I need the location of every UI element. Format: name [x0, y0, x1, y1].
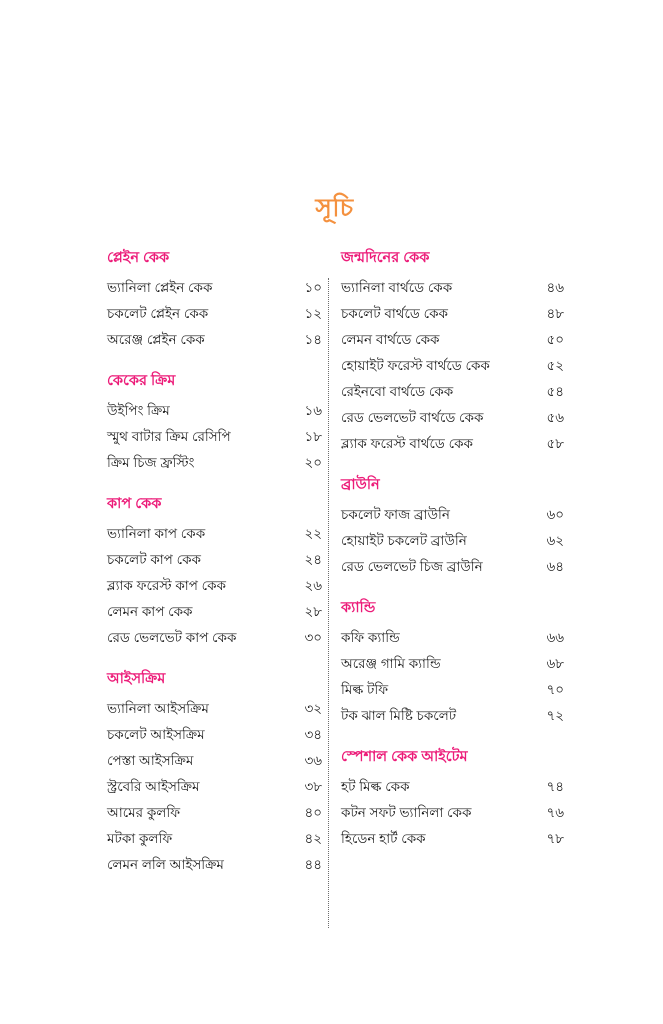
toc-entry[interactable] [107, 722, 322, 748]
toc-entry-page-number: ১৪ [304, 332, 322, 347]
toc-section [341, 747, 564, 852]
toc-entry-title: অরেঞ্জ প্লেইন কেক [107, 332, 205, 347]
toc-entry[interactable] [107, 599, 322, 625]
toc-section [341, 248, 564, 457]
toc-entry-title: রেড ভেলভেট বার্থডে কেক [341, 410, 484, 425]
toc-entry-title: ভ্যানিলা আইসক্রিম [107, 701, 209, 716]
toc-entry-page-number: ৪০ [304, 805, 322, 820]
section-heading: কেকের ক্রিম [107, 373, 176, 389]
toc-section [107, 371, 322, 476]
toc-entry[interactable] [107, 774, 322, 800]
toc-entry[interactable] [341, 528, 564, 554]
toc-entry-title: চকলেট ফাজ ব্রাউনি [341, 507, 450, 522]
toc-entry-page-number: ৬৪ [546, 559, 564, 574]
toc-entry[interactable] [341, 502, 564, 528]
toc-entry-page-number: ১৬ [304, 403, 322, 418]
toc-entry-page-number: ৭৬ [546, 805, 564, 820]
toc-entry-title: টক ঝাল মিষ্টি চকলেট [341, 708, 457, 723]
toc-entry[interactable] [341, 651, 564, 677]
toc-entry[interactable] [107, 275, 322, 301]
toc-entry-title: লেমন বার্থডে কেক [341, 332, 440, 347]
toc-entry-page-number: ৩৬ [304, 753, 322, 768]
toc-section [107, 669, 322, 878]
toc-entry[interactable] [341, 800, 564, 826]
toc-column-right [341, 248, 564, 852]
toc-entry[interactable] [107, 826, 322, 852]
toc-entry-title: স্মুথ বাটার ক্রিম রেসিপি [107, 429, 231, 444]
toc-entry[interactable] [107, 625, 322, 651]
toc-entry-title: হোয়াইট চকলেট ব্রাউনি [341, 533, 467, 548]
toc-entry-page-number: ২৬ [304, 578, 322, 593]
toc-entry-page-number: ৫৪ [546, 384, 564, 399]
toc-entry[interactable] [341, 431, 564, 457]
toc-entry[interactable] [341, 677, 564, 703]
toc-entry-page-number: ৫০ [546, 332, 564, 347]
toc-entry-page-number: ৫২ [546, 358, 564, 373]
toc-entry-title: চকলেট প্লেইন কেক [107, 306, 209, 321]
toc-entry[interactable] [341, 353, 564, 379]
toc-entry-title: হিডেন হার্ট কেক [341, 831, 426, 846]
section-heading: জন্মদিনের কেক [341, 250, 430, 266]
toc-entry-title: পেস্তা আইসক্রিম [107, 753, 194, 768]
toc-entry-title: চকলেট কাপ কেক [107, 552, 201, 567]
toc-entry-title: হট মিল্ক কেক [341, 779, 410, 794]
toc-section [107, 248, 322, 353]
section-heading: আইসক্রিম [107, 671, 166, 687]
toc-entry-title: উইপিং ক্রিম [107, 403, 170, 418]
toc-entry-title: ভ্যানিলা প্লেইন কেক [107, 280, 213, 295]
toc-entry-page-number: ৭৪ [546, 779, 564, 794]
toc-entry-title: চকলেট বার্থডে কেক [341, 306, 448, 321]
section-heading: স্পেশাল কেক আইটেম [341, 749, 468, 765]
toc-entry-page-number: ৭০ [546, 682, 564, 697]
toc-entry-title: রেড ভেলভেট কাপ কেক [107, 630, 237, 645]
toc-section [341, 598, 564, 729]
toc-entry-title: ক্রিম চিজ ফ্রস্টিং [107, 455, 195, 470]
toc-entry[interactable] [341, 275, 564, 301]
toc-entry-page-number: ২৪ [304, 552, 322, 567]
toc-entry-page-number: ২২ [304, 526, 322, 541]
toc-entry[interactable] [107, 327, 322, 353]
toc-entry[interactable] [107, 301, 322, 327]
toc-entry-title: চকলেট আইসক্রিম [107, 727, 205, 742]
toc-entry[interactable] [107, 748, 322, 774]
toc-entry[interactable] [341, 774, 564, 800]
toc-entry-title: লেমন কাপ কেক [107, 604, 193, 619]
toc-entry-title: অরেঞ্জ গামি ক্যান্ডি [341, 656, 441, 671]
toc-entry-page-number: ৩৪ [304, 727, 322, 742]
toc-entry-page-number: ১৮ [304, 429, 322, 444]
toc-entry-page-number: ৩০ [304, 630, 322, 645]
toc-entry[interactable] [107, 450, 322, 476]
toc-entry[interactable] [341, 379, 564, 405]
page-title [0, 192, 663, 224]
toc-entry-page-number: ৫৮ [546, 436, 564, 451]
toc-entry-page-number: ৪৮ [546, 306, 564, 321]
toc-entry-page-number: ৩৮ [304, 779, 322, 794]
toc-entry[interactable] [107, 521, 322, 547]
toc-entry[interactable] [107, 696, 322, 722]
toc-entry-page-number: ১০ [304, 280, 322, 295]
toc-entry-title: ভ্যানিলা বার্থডে কেক [341, 280, 453, 295]
section-heading: কাপ কেক [107, 496, 162, 512]
toc-entry-page-number: ৫৬ [546, 410, 564, 425]
toc-entry-title: মটকা কুলফি [107, 831, 173, 846]
toc-entry-title: আমের কুলফি [107, 805, 181, 820]
toc-entry-title: রেইনবো বার্থডে কেক [341, 384, 454, 399]
toc-entry-page-number: ৬৮ [546, 656, 564, 671]
toc-entry-page-number: ৬০ [546, 507, 564, 522]
section-heading: ক্যান্ডি [341, 600, 376, 616]
section-heading: ব্রাউনি [341, 477, 380, 493]
toc-entry-title: স্ট্রবেরি আইসক্রিম [107, 779, 200, 794]
toc-entry[interactable] [341, 405, 564, 431]
toc-entry-title: ব্ল্যাক ফরেস্ট বার্থডে কেক [341, 436, 473, 451]
toc-entry[interactable] [107, 424, 322, 450]
toc-column-left [107, 248, 322, 878]
toc-entry[interactable] [107, 573, 322, 599]
toc-entry-page-number: ৬২ [546, 533, 564, 548]
toc-entry-title: লেমন ললি আইসক্রিম [107, 857, 224, 872]
toc-entry[interactable] [341, 703, 564, 729]
toc-entry-title: রেড ভেলভেট চিজ ব্রাউনি [341, 559, 483, 574]
toc-entry-page-number: ১২ [304, 306, 322, 321]
toc-entry-title: হোয়াইট ফরেস্ট বার্থডে কেক [341, 358, 490, 373]
toc-section [107, 494, 322, 651]
toc-entry-page-number: ৪৬ [546, 280, 564, 295]
toc-entry-title: কফি ক্যান্ডি [341, 630, 400, 645]
toc-section [341, 475, 564, 580]
toc-entry[interactable] [341, 554, 564, 580]
toc-entry[interactable] [341, 327, 564, 353]
toc-entry-title: ভ্যানিলা কাপ কেক [107, 526, 206, 541]
toc-entry-page-number: ৭৮ [546, 831, 564, 846]
toc-entry[interactable] [107, 398, 322, 424]
column-divider [328, 278, 329, 928]
toc-entry[interactable] [341, 625, 564, 651]
toc-entry-page-number: ৪২ [304, 831, 322, 846]
toc-entry[interactable] [341, 301, 564, 327]
toc-entry-page-number: ২৮ [304, 604, 322, 619]
toc-entry[interactable] [107, 852, 322, 878]
toc-entry-title: কটন সফট ভ্যানিলা কেক [341, 805, 472, 820]
toc-entry-page-number: ৬৬ [546, 630, 564, 645]
toc-entry-page-number: ২০ [304, 455, 322, 470]
section-heading: প্লেইন কেক [107, 250, 170, 266]
toc-entry-page-number: ৪৪ [304, 857, 322, 872]
toc-entry[interactable] [341, 826, 564, 852]
toc-entry[interactable] [107, 800, 322, 826]
page-title-text: সূচি [315, 194, 354, 222]
toc-entry-title: মিল্ক টফি [341, 682, 389, 697]
toc-entry[interactable] [107, 547, 322, 573]
toc-entry-page-number: ৭২ [546, 708, 564, 723]
toc-entry-page-number: ৩২ [304, 701, 322, 716]
toc-entry-title: ব্ল্যাক ফরেস্ট কাপ কেক [107, 578, 226, 593]
